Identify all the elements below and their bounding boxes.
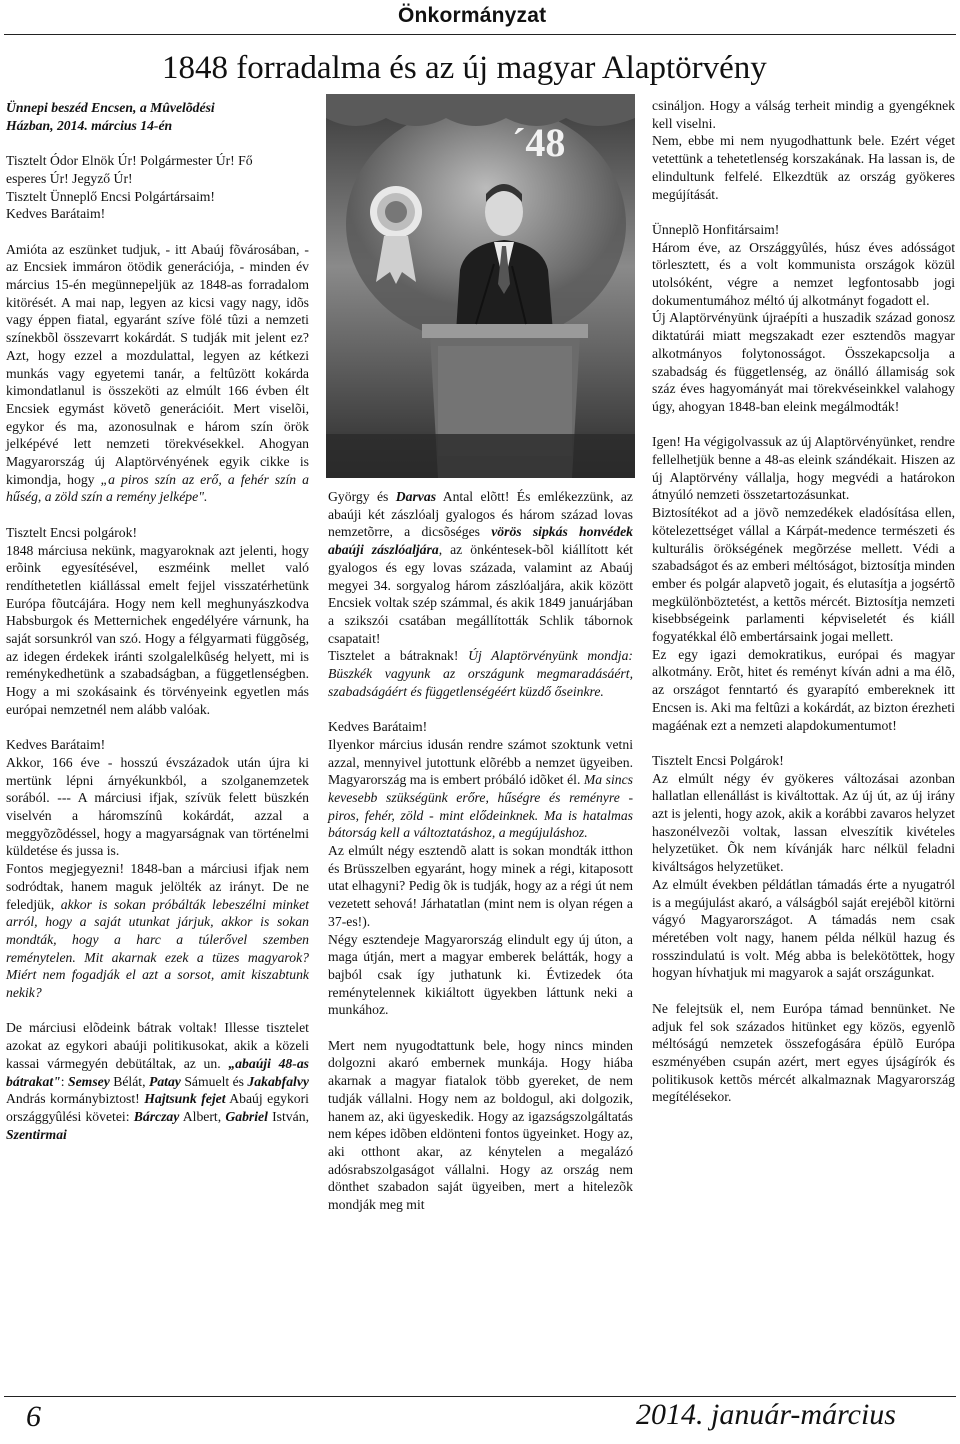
paragraph (328, 736, 633, 842)
paragraph-text: Abaúj egykori országgyûlési követei: (6, 1091, 309, 1124)
paragraph-text: Bélát, (109, 1073, 149, 1089)
paragraph-text: Ilyenkor március idusán rendre számot szoktunk vetni azzal, mennyivel jutottunk elõrébb a nemzet ügyeiben. Magyarország ma is embert próbáló idõket él. (328, 736, 633, 788)
paragraph: Ne felejtsük el, nem Európa támad bennünket. Ne adjuk fel sok százados hitünket egy közös, egyenlõ méltóságú nemzetek összefogására épülõ Európa eszményében csupán azért, mert egyes újságírók és politikusok kettõs mércét alkalmaznak Magyarország megítélésekor. (652, 1000, 955, 1105)
greeting-4: Kedves Barátaim! (6, 206, 106, 222)
heading: Ünneplõ Honfitársaim! (652, 221, 780, 237)
paragraph (328, 488, 633, 647)
name: Jakabfalvy (247, 1073, 309, 1089)
heading: Kedves Barátaim! (328, 719, 428, 735)
paragraph-text: András kormánybiztost! (6, 1091, 145, 1107)
photo-illustration (326, 94, 635, 478)
name: Gabriel (225, 1109, 268, 1124)
name: Patay (148, 1073, 181, 1089)
italic-text: Új Alaptörvényünk mondja: Büszkék vagyunk az országunk megmaradásáért, szabadságáért és függetlenségéért küzdő őseinkre. (328, 648, 633, 699)
paragraph (6, 241, 309, 507)
paragraph-text: Tisztelet a bátraknak! (328, 648, 469, 664)
quote-text: „a piros szín az erő, a fehér szín a hűség, a zöld szín a remény jelképe". (6, 471, 309, 505)
paragraph: Négy esztendeje Magyarország elindult egy új úton, a maga útján, mert a magyar emberek belátták, hogy a bajból csak így juthatunk ki. Évtizedek óta reménytelennek kikiáltott ügyekben láttunk neki a munkához. (328, 931, 633, 1018)
heading: Tisztelt Encsi polgárok! (6, 524, 138, 540)
sign-text: ´48 (512, 120, 566, 165)
paragraph-text: Amióta az eszünket tudjuk, - itt Abaúj fõvárosában, - az Encsiek immáron ötödik generációja, - minden év március 15-én megünnepeljük az 1848-as forradalom kitörését. A mai nap, legyen az kicsi vagy nagy, idõs vagy éppen fiatal, egyaránt szíve fölé tûzi a nemzeti színekbõl összevarrt kokárdát. S tudják mit jelent ez? Azt, hogy ezzel a mozdulattal, legyen az kétkezi munkás vagy egyetemi tanár, a feltûzött kokárda kimondatlanul is összeköti az elmúlt 166 évben élt Encsiek egymást követõ generációit. Mert viselõi, egykor és ma, azonosulnak e három szín örök jelképévé lett nemzeti törekvésekkel. Ahogyan Magyarország új Alaptörvényének egyik cikke is kimondja, hogy (6, 241, 309, 487)
paragraph: Igen! Ha végigolvassuk az új Alaptörvényünket, rendre fellelhetjük benne a 48-as eleink szándékait. Hiszen az új Alaptörvény vállalja, hogy megvédi a határokon átnyúló nemzeti összetartozásunkat. (652, 434, 955, 503)
name: Bárczay (133, 1109, 180, 1124)
page-number: 6 (26, 1400, 41, 1433)
paragraph: csináljon. Hogy a válság terheit mindig a gyengéknek kell viselni. (652, 98, 955, 131)
paragraph-text: István, (267, 1109, 309, 1124)
column-middle (328, 488, 633, 1214)
bold-italic-text: „abaúji 48-as bátrakat" (6, 1055, 309, 1089)
paragraph-text: György és (328, 489, 396, 504)
subtitle-line2: Házban, 2014. március 14-én (6, 117, 173, 133)
paragraph-text: Albert, (179, 1109, 226, 1124)
emphasis: Hajtsunk fejet (144, 1091, 226, 1107)
paragraph: Az elmúlt években példátlan támadás érte a nyugatról is a megújulást akaró, a válságból saját erejébõl kitörni vágyó Magyarországot. A támadás nem csak méretében volt nagy, hanem példa nélkül hazug és rosszindulatú is volt. Még abba is belekötöttek, hogy hogyan hívhatjuk mi magyarok a saját országunkat. (652, 876, 955, 981)
paragraph-text: Antal elõtt! És emlékezzünk, az abaúji két zászlóalj gyalogos és három század lovas nemzetõrre, a dicsõséges (328, 489, 633, 540)
heading: Tisztelt Encsi Polgárok! (652, 752, 784, 768)
paragraph (328, 647, 633, 700)
greeting-2: esperes Úr! Jegyző Úr! (6, 170, 133, 186)
paragraph: Három éve, az Országgyûlés, húsz éves adósságot törlesztett, és a volt kommunista országok közül utolsóként, végre a nemzet legfontosabb jogi dokumentumához méltó új alkotmányt fogadott el. (652, 239, 955, 308)
paragraph: Mert nem nyugodtattunk bele, hogy nincs minden dolgozni akaró embernek munkája. Hogy hiába akarnak a magyar fiatalok több gyereket, de nem tudják vállalni. Hogy nem az boldogul, aki dolgozik, hanem az, aki ügyeskedik. Hogy az igazságszolgáltatás nem képes idõben eldönteni fontos ügyeinket. Hogy az, aki otthont akar, az kénytelen a megalázó adósrabszolgaságot vállalni. Hogy az ország nem dönthet szabadon saját ügyeiben, mert a hitelezõk mondják meg mit (328, 1037, 633, 1213)
header-rule (4, 34, 956, 35)
issue-date: 2014. január-március (636, 1398, 896, 1431)
column-right (652, 97, 955, 1106)
paragraph (6, 1019, 309, 1143)
paragraph: Nem, ebbe mi nem nyugodhattunk bele. Ezért véget vetettünk a tehetetlenség korszakának. Ha lassan is, de elindultunk felfelé. Elkezdtük az ország gyökeres megújítását. (652, 133, 955, 202)
paragraph-text: , az önkéntesek-bõl kiállított két gyalogos és egy lovas százada, valamint az Abaúj megyei 34. sorgyalog három zászlóaljára, akik között Encsiek voltak szép számmal, és akik 1849 januárjában a szikszói csatában megállították Schlik tábornok csapatait! (328, 542, 633, 646)
page-title: 1848 forradalma és az új magyar Alaptörvény (162, 50, 767, 86)
name: Szentirmai (6, 1126, 67, 1142)
subtitle-line1: Ünnepi beszéd Encsen, a Mûvelõdési (6, 100, 215, 115)
paragraph: Új Alaptörvényünk újraépíti a huszadik század gonosz diktatúrái miatt megszakadt ezer esztendõs magyar alkotmányos folytonosságot. Összekapcsolja a szabadság és függetlenség, az önálló államiság sok száz éves hagyományát mai törekvéseinkkel valahogy úgy, ahogyan 1848-ban eleink megálmodták! (652, 310, 955, 414)
paragraph: 1848 márciusa nekünk, magyaroknak azt jelenti, hogy erõink egyesítésével, eszméink mellet való rendíthetetlen kiállással emelt fejjel visszatérhetünk Európa fõutcájára. Hogy nem kell meghunyászkodva Habsburgok és Metternichek engedélyére várnunk, ha saját sorsunkról van szó. Hogy a félgyarmati függõség, az idegen érdekek iránti szolgalelkûség helyett, mi is reménykedhetünk a szabadságban, a függetlenségben. Hogy a mi szokásaink és törvényeink egyetlen más európai nemzetnél nem alább valóak. (6, 542, 309, 717)
greeting-3: Tisztelt Ünneplő Encsi Polgártársaim! (6, 188, 215, 204)
name: Semsey (67, 1073, 110, 1089)
greeting-1: Tisztelt Ódor Elnök Úr! Polgármester Úr! Fő (6, 153, 253, 169)
heading: Kedves Barátaim! (6, 737, 106, 753)
section-tag: Önkormányzat (398, 4, 547, 27)
paragraph: Ez egy igazi demokratikus, európai és magyar alkotmány. Erõt, hitet és reményt kíván adni a ma élõ, az országot fenntartó és gyarapító embereknek itt Encsen is. Aki ma feltûzi a kokárdát, az bizton érezheti magáénak ezt a nemzeti alapdokumentumot! (652, 646, 955, 733)
paragraph: Az elmúlt négy év gyökeres változásai azonban hallatlan ellenállást is kiváltottak. Az új út, az új irány azt is jelenti, hogy azok, akik a korábbi zavaros helyzet haszonélvezõi voltak, lassan elveszítik kivételes helyzetüket. Õk nem kívánják harc nélkül feladni kiváltságos helyzetüket. (652, 770, 955, 875)
paragraph: Az elmúlt négy esztendõ alatt is sokan mondták itthon és Brüsszelben egyaránt, hogy minek a régi, kitaposott utat elhagyni? Pedig õk is tudják, hogy az a régi út nem vezetett sehová! Járhatatlan (mint nem is olyan régen a 37-es!). (328, 843, 633, 929)
paragraph: Akkor, 166 éve - hosszú évszázadok után újra ki mertünk lépni árnyékunkból, a szolganemzetek sorából. --- A márciusi ifjak, szívük felett büszkén viselvén a háromszínû kokárdát, azzal a meggyõzõdéssel, hogy a magyarságnak van történelmi küldetése és jussa is. (6, 754, 309, 859)
paragraph: Biztosítékot ad a jövõ nemzedékek eladósítása ellen, kötelezettséget vállal a Kárpát-medence természeti és kulturális örökségének megõrzése mellett. Védi a szabadságot és az emberi méltóságot, biztosítja minden ember és polgár alapvetõ jogait, és elutasítja a jogsértõ megkülönböztetést, a kettõs mércét. Biztosítja nemzeti kisebbségeink parlamenti képviseletét és kiáll fogyatékkal élõ embertársaink jogai mellett. (652, 505, 955, 645)
speaker-photo (326, 94, 635, 478)
footer-rule (4, 1396, 956, 1397)
name: Darvas (395, 489, 437, 504)
paragraph-text: : (60, 1073, 68, 1089)
italic-text: Ma sincs kevesebb szükségünk erőre, hűségre és reményre - piros, fehér, zöld - mint elődeinknek. Ma is hatalmas bátorság kell a változtatáshoz, a megújuláshoz. (328, 772, 633, 841)
italic-text: akkor is sokan próbálták lebeszélni minket arról, hogy a saját utunkat járjuk, akkor is sokan mondták, hogy a harc a túlerővel szemben reménytelen. Mit akarnak ezek a tüzes magyarok? Miért nem fogadják el azt a sorsot, amit kiszabtunk nekik? (6, 896, 309, 1001)
column-left (6, 99, 309, 1143)
emphasis: vörös sipkás honvédek abaúji zászlóaljára (328, 524, 633, 558)
paragraph-text: De márciusi elõdeink bátrak voltak! Illesse tisztelet azokat az egykori abaúji politikusokat, akik a közeli kassai vármegyén debütáltak, az un. (6, 1020, 309, 1071)
paragraph (6, 860, 309, 1002)
paragraph-text: Fontos megjegyezni! 1848-ban a márciusi ifjak nem sodródtak, hanem maguk jelölték az irányt. De ne feledjük, (6, 861, 309, 912)
paragraph-text: Sámuelt és (180, 1073, 248, 1089)
